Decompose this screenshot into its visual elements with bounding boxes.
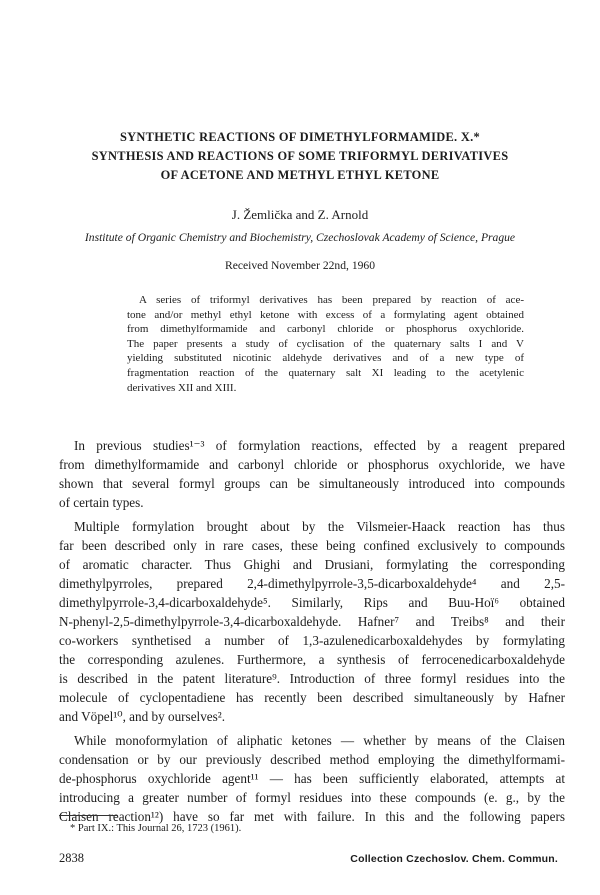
abstract-line: yielding substituted nicotinic aldehyde derivatives and of a new type of: [127, 352, 524, 365]
body-line: of certain types.: [59, 495, 144, 510]
title-line: SYNTHESIS AND REACTIONS OF SOME TRIFORMYL DERIVATIVES: [91, 149, 509, 163]
title-line: OF ACETONE AND METHYL ETHYL KETONE: [160, 168, 440, 182]
abstract-line: from dimethylformamide and carbonyl chloride or phosphorus oxychloride.: [127, 323, 524, 336]
body-line: In previous studies¹⁻³ of formylation reactions, effected by a reagent prepared: [74, 438, 565, 453]
abstract-line: A series of triformyl derivatives has been prepared by reaction of ace-: [139, 294, 524, 306]
abstract-line: derivatives XII and XIII.: [127, 381, 237, 394]
footnote-rule: [59, 815, 117, 816]
paragraph: [59, 517, 565, 726]
body-line: dimethylpyrrole-3,4-dicarboxaldehyde⁵. Similarly, Rips and Buu-Hoï⁶ obtained: [59, 595, 565, 610]
page-number: 2838: [59, 851, 84, 865]
body-line: from dimethylformamide and carbonyl chloride or phosphorus oxychloride, we have: [59, 457, 565, 472]
body-line: the corresponding azulenes. Furthermore, a synthesis of ferrocenedicarboxaldehyde: [59, 652, 565, 667]
body-line: shown that several formyl groups can be simultaneously introduced into compounds: [59, 476, 565, 491]
body-line: Multiple formylation brought about by the Vilsmeier-Haack reaction has thus: [74, 519, 565, 534]
body-text: [59, 436, 565, 826]
abstract-line: The paper presents a study of cyclisation of the quaternary salts I and V: [127, 337, 524, 350]
body-line: N-phenyl-2,5-dimethylpyrrole-3,4-dicarboxaldehyde. Hafner⁷ and Treibs⁸ and their: [59, 614, 565, 629]
journal-name: Collection Czechoslov. Chem. Commun.: [350, 853, 558, 865]
body-line: While monoformylation of aliphatic ketones — whether by means of the Claisen: [74, 733, 565, 748]
footnote: * Part IX.: This Journal 26, 1723 (1961).: [70, 823, 242, 834]
body-line: introducing a greater number of formyl residues into these compounds (e. g., by the: [59, 790, 565, 805]
body-line: dimethylpyrroles, prepared 2,4-dimethylpyrrole-3,5-dicarboxaldehyde⁴ and 2,5-: [59, 576, 565, 591]
body-line: molecule of cyclopentadiene has recently been described simultaneously by Hafner: [59, 690, 565, 705]
affiliation: Institute of Organic Chemistry and Biochemistry, Czechoslovak Academy of Science, Prague: [84, 231, 516, 244]
body-line: far been described only in rare cases, these being confined exclusively to compounds: [59, 538, 565, 553]
body-line: is described in the patent literature⁹. Introduction of three formyl residues into the: [59, 671, 565, 686]
paragraph: [59, 731, 565, 826]
body-line: of aromatic character. Thus Ghighi and Drusiani, formylating the corresponding: [59, 557, 565, 572]
paragraph: [59, 436, 565, 512]
received-date: Received November 22nd, 1960: [224, 259, 376, 272]
body-line: co-workers synthetised a number of 1,3-azulenedicarboxaldehydes by formylating: [59, 633, 565, 648]
body-line: de-phosphorus oxychloride agent¹¹ — has been sufficiently elaborated, attempts at: [59, 771, 565, 786]
authors: J. Žemlička and Z. Arnold: [231, 207, 369, 222]
abstract-line: fragmentation reaction of the quaternary salt XI leading to the acetylenic: [127, 366, 524, 379]
title-line: SYNTHETIC REACTIONS OF DIMETHYLFORMAMIDE. X.*: [119, 130, 480, 144]
body-line: Claisen reaction¹²) have so far met with failure. In this and the following papers: [59, 809, 565, 824]
body-line: condensation or by our previously described method employing the dimethylformami-: [59, 752, 565, 767]
abstract: [127, 293, 524, 395]
article-title: [60, 128, 540, 185]
abstract-line: tone and/or methyl ethyl ketone with excess of a formylating agent obtained: [127, 308, 524, 321]
body-line: and Vöpel¹⁰, and by ourselves².: [59, 709, 226, 724]
